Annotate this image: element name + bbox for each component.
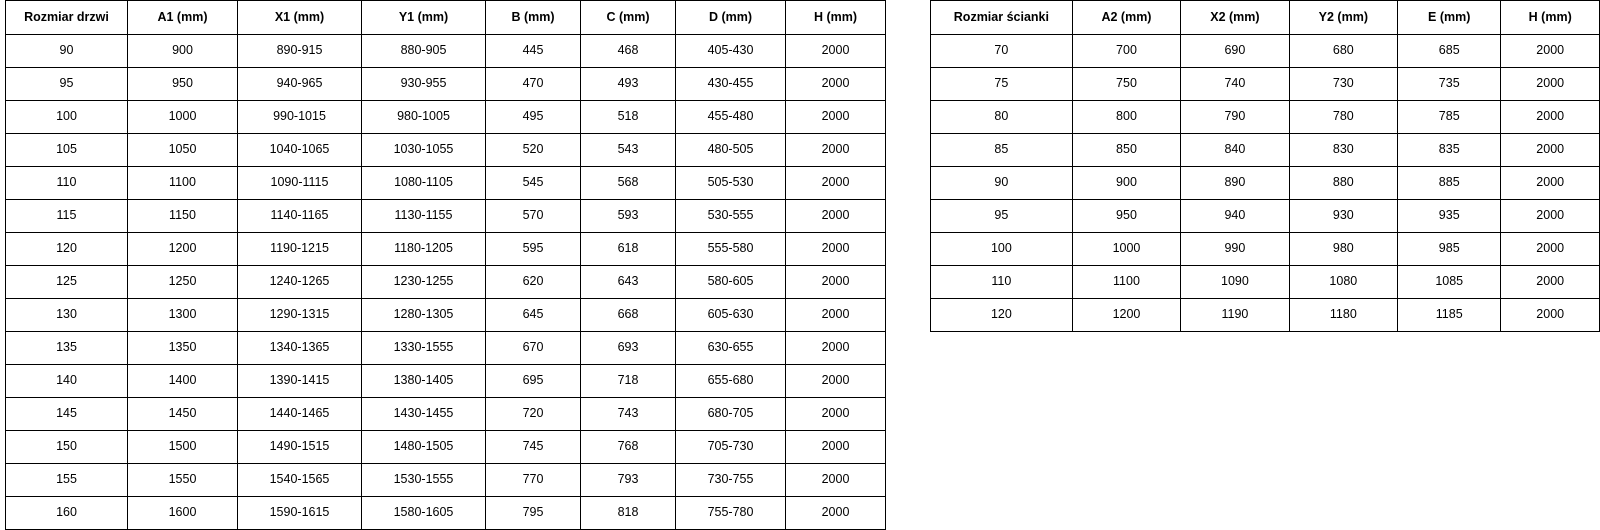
doors-column-header: A1 (mm) [128,1,238,35]
table-row [6,497,886,530]
walls-cell: 850 [1072,134,1180,167]
table-row [931,101,1600,134]
walls-cell: 85 [931,134,1073,167]
doors-cell: 543 [581,134,676,167]
doors-cell: 1600 [128,497,238,530]
walls-cell: 935 [1398,200,1501,233]
doors-cell: 100 [6,101,128,134]
walls-cell: 2000 [1501,266,1600,299]
walls-cell: 985 [1398,233,1501,266]
walls-cell: 780 [1289,101,1397,134]
doors-cell: 768 [581,431,676,464]
table-row [6,167,886,200]
walls-column-header: Rozmiar ścianki [931,1,1073,35]
walls-cell: 790 [1181,101,1289,134]
table-header-row [6,1,886,35]
doors-cell: 445 [486,35,581,68]
walls-cell: 70 [931,35,1073,68]
walls-cell: 750 [1072,68,1180,101]
doors-column-header: C (mm) [581,1,676,35]
walls-cell: 1090 [1181,266,1289,299]
doors-cell: 470 [486,68,581,101]
doors-cell: 135 [6,332,128,365]
walls-cell: 2000 [1501,35,1600,68]
table-row [6,233,886,266]
table-row [931,134,1600,167]
doors-cell: 140 [6,365,128,398]
doors-cell: 520 [486,134,581,167]
table-row [6,200,886,233]
table-row [931,35,1600,68]
walls-cell: 2000 [1501,167,1600,200]
doors-cell: 518 [581,101,676,134]
doors-cell: 455-480 [676,101,786,134]
doors-cell: 745 [486,431,581,464]
walls-cell: 950 [1072,200,1180,233]
walls-column-header: E (mm) [1398,1,1501,35]
doors-cell: 1400 [128,365,238,398]
table-header-row [931,1,1600,35]
walls-cell: 1180 [1289,299,1397,332]
table-row [6,101,886,134]
doors-cell: 693 [581,332,676,365]
doors-cell: 115 [6,200,128,233]
walls-dimensions-table-container [930,0,1600,332]
doors-cell: 2000 [786,233,886,266]
doors-cell: 405-430 [676,35,786,68]
doors-cell: 1240-1265 [238,266,362,299]
walls-cell: 90 [931,167,1073,200]
doors-cell: 545 [486,167,581,200]
doors-cell: 95 [6,68,128,101]
walls-cell: 980 [1289,233,1397,266]
doors-cell: 568 [581,167,676,200]
doors-cell: 1100 [128,167,238,200]
walls-column-header: X2 (mm) [1181,1,1289,35]
walls-cell: 840 [1181,134,1289,167]
doors-cell: 770 [486,464,581,497]
walls-cell: 120 [931,299,1073,332]
doors-column-header: Y1 (mm) [362,1,486,35]
doors-cell: 555-580 [676,233,786,266]
doors-cell: 990-1015 [238,101,362,134]
doors-cell: 2000 [786,101,886,134]
doors-cell: 1000 [128,101,238,134]
doors-cell: 1550 [128,464,238,497]
doors-cell: 1090-1115 [238,167,362,200]
doors-cell: 670 [486,332,581,365]
doors-cell: 1430-1455 [362,398,486,431]
doors-cell: 1530-1555 [362,464,486,497]
doors-cell: 1250 [128,266,238,299]
doors-cell: 1050 [128,134,238,167]
walls-cell: 1000 [1072,233,1180,266]
doors-cell: 1230-1255 [362,266,486,299]
walls-table-body [931,35,1600,332]
doors-column-header: H (mm) [786,1,886,35]
doors-cell: 2000 [786,332,886,365]
table-row [931,233,1600,266]
table-row [6,398,886,431]
doors-cell: 1440-1465 [238,398,362,431]
doors-cell: 1350 [128,332,238,365]
doors-cell: 125 [6,266,128,299]
walls-cell: 1100 [1072,266,1180,299]
doors-cell: 2000 [786,200,886,233]
walls-cell: 75 [931,68,1073,101]
walls-cell: 690 [1181,35,1289,68]
doors-cell: 695 [486,365,581,398]
doors-cell: 1140-1165 [238,200,362,233]
walls-cell: 2000 [1501,68,1600,101]
doors-cell: 940-965 [238,68,362,101]
doors-cell: 1330-1555 [362,332,486,365]
doors-cell: 160 [6,497,128,530]
doors-cell: 755-780 [676,497,786,530]
doors-cell: 1040-1065 [238,134,362,167]
walls-cell: 1190 [1181,299,1289,332]
table-row [931,266,1600,299]
walls-cell: 2000 [1501,101,1600,134]
walls-cell: 1085 [1398,266,1501,299]
doors-cell: 2000 [786,134,886,167]
doors-cell: 1300 [128,299,238,332]
doors-dimensions-table-container [5,0,886,530]
doors-cell: 1540-1565 [238,464,362,497]
doors-cell: 668 [581,299,676,332]
walls-cell: 830 [1289,134,1397,167]
doors-cell: 630-655 [676,332,786,365]
doors-cell: 605-630 [676,299,786,332]
walls-cell: 885 [1398,167,1501,200]
doors-cell: 1150 [128,200,238,233]
doors-cell: 645 [486,299,581,332]
doors-cell: 1380-1405 [362,365,486,398]
walls-cell: 880 [1289,167,1397,200]
table-row [6,35,886,68]
walls-cell: 700 [1072,35,1180,68]
doors-cell: 1130-1155 [362,200,486,233]
table-row [931,200,1600,233]
walls-column-header: H (mm) [1501,1,1600,35]
doors-dimensions-table [5,0,886,530]
doors-cell: 110 [6,167,128,200]
doors-cell: 480-505 [676,134,786,167]
doors-cell: 1290-1315 [238,299,362,332]
doors-cell: 1200 [128,233,238,266]
table-row [6,332,886,365]
doors-cell: 2000 [786,365,886,398]
doors-cell: 580-605 [676,266,786,299]
walls-cell: 900 [1072,167,1180,200]
doors-cell: 570 [486,200,581,233]
doors-cell: 718 [581,365,676,398]
doors-cell: 1080-1105 [362,167,486,200]
doors-cell: 1390-1415 [238,365,362,398]
walls-cell: 785 [1398,101,1501,134]
walls-cell: 685 [1398,35,1501,68]
doors-cell: 2000 [786,266,886,299]
walls-cell: 730 [1289,68,1397,101]
walls-cell: 735 [1398,68,1501,101]
table-row [6,134,886,167]
doors-cell: 1450 [128,398,238,431]
doors-column-header: X1 (mm) [238,1,362,35]
walls-cell: 2000 [1501,134,1600,167]
table-row [6,68,886,101]
doors-cell: 2000 [786,398,886,431]
walls-dimensions-table [930,0,1600,332]
table-row [6,464,886,497]
walls-cell: 930 [1289,200,1397,233]
walls-cell: 1200 [1072,299,1180,332]
doors-cell: 90 [6,35,128,68]
doors-cell: 705-730 [676,431,786,464]
doors-cell: 1500 [128,431,238,464]
walls-cell: 940 [1181,200,1289,233]
doors-cell: 2000 [786,35,886,68]
doors-cell: 145 [6,398,128,431]
doors-cell: 2000 [786,68,886,101]
doors-cell: 1480-1505 [362,431,486,464]
doors-cell: 1490-1515 [238,431,362,464]
doors-cell: 890-915 [238,35,362,68]
doors-cell: 680-705 [676,398,786,431]
doors-cell: 950 [128,68,238,101]
doors-cell: 468 [581,35,676,68]
doors-cell: 2000 [786,299,886,332]
walls-cell: 2000 [1501,299,1600,332]
doors-cell: 1280-1305 [362,299,486,332]
doors-cell: 120 [6,233,128,266]
doors-cell: 655-680 [676,365,786,398]
walls-cell: 1185 [1398,299,1501,332]
doors-cell: 743 [581,398,676,431]
doors-cell: 595 [486,233,581,266]
doors-cell: 2000 [786,497,886,530]
doors-cell: 530-555 [676,200,786,233]
doors-column-header: D (mm) [676,1,786,35]
walls-cell: 2000 [1501,200,1600,233]
doors-column-header: Rozmiar drzwi [6,1,128,35]
walls-cell: 1080 [1289,266,1397,299]
doors-cell: 505-530 [676,167,786,200]
doors-column-header: B (mm) [486,1,581,35]
walls-cell: 110 [931,266,1073,299]
doors-cell: 880-905 [362,35,486,68]
doors-cell: 795 [486,497,581,530]
table-row [6,299,886,332]
doors-cell: 2000 [786,167,886,200]
walls-column-header: Y2 (mm) [1289,1,1397,35]
doors-cell: 1590-1615 [238,497,362,530]
doors-cell: 2000 [786,431,886,464]
table-row [931,167,1600,200]
doors-cell: 155 [6,464,128,497]
walls-cell: 990 [1181,233,1289,266]
doors-cell: 495 [486,101,581,134]
doors-cell: 1340-1365 [238,332,362,365]
walls-cell: 835 [1398,134,1501,167]
doors-cell: 620 [486,266,581,299]
doors-cell: 980-1005 [362,101,486,134]
doors-cell: 1190-1215 [238,233,362,266]
doors-cell: 900 [128,35,238,68]
doors-cell: 643 [581,266,676,299]
doors-cell: 1180-1205 [362,233,486,266]
doors-cell: 730-755 [676,464,786,497]
walls-cell: 680 [1289,35,1397,68]
doors-cell: 130 [6,299,128,332]
walls-cell: 95 [931,200,1073,233]
walls-cell: 100 [931,233,1073,266]
doors-table-body [6,35,886,530]
doors-cell: 818 [581,497,676,530]
walls-column-header: A2 (mm) [1072,1,1180,35]
doors-cell: 593 [581,200,676,233]
doors-cell: 150 [6,431,128,464]
walls-cell: 2000 [1501,233,1600,266]
doors-cell: 793 [581,464,676,497]
doors-cell: 493 [581,68,676,101]
doors-cell: 430-455 [676,68,786,101]
walls-cell: 890 [1181,167,1289,200]
doors-cell: 720 [486,398,581,431]
doors-cell: 618 [581,233,676,266]
walls-cell: 80 [931,101,1073,134]
doors-cell: 1030-1055 [362,134,486,167]
table-row [931,68,1600,101]
doors-cell: 930-955 [362,68,486,101]
doors-cell: 105 [6,134,128,167]
table-row [6,365,886,398]
table-row [6,266,886,299]
table-row [931,299,1600,332]
table-row [6,431,886,464]
doors-cell: 1580-1605 [362,497,486,530]
doors-cell: 2000 [786,464,886,497]
walls-cell: 800 [1072,101,1180,134]
walls-cell: 740 [1181,68,1289,101]
